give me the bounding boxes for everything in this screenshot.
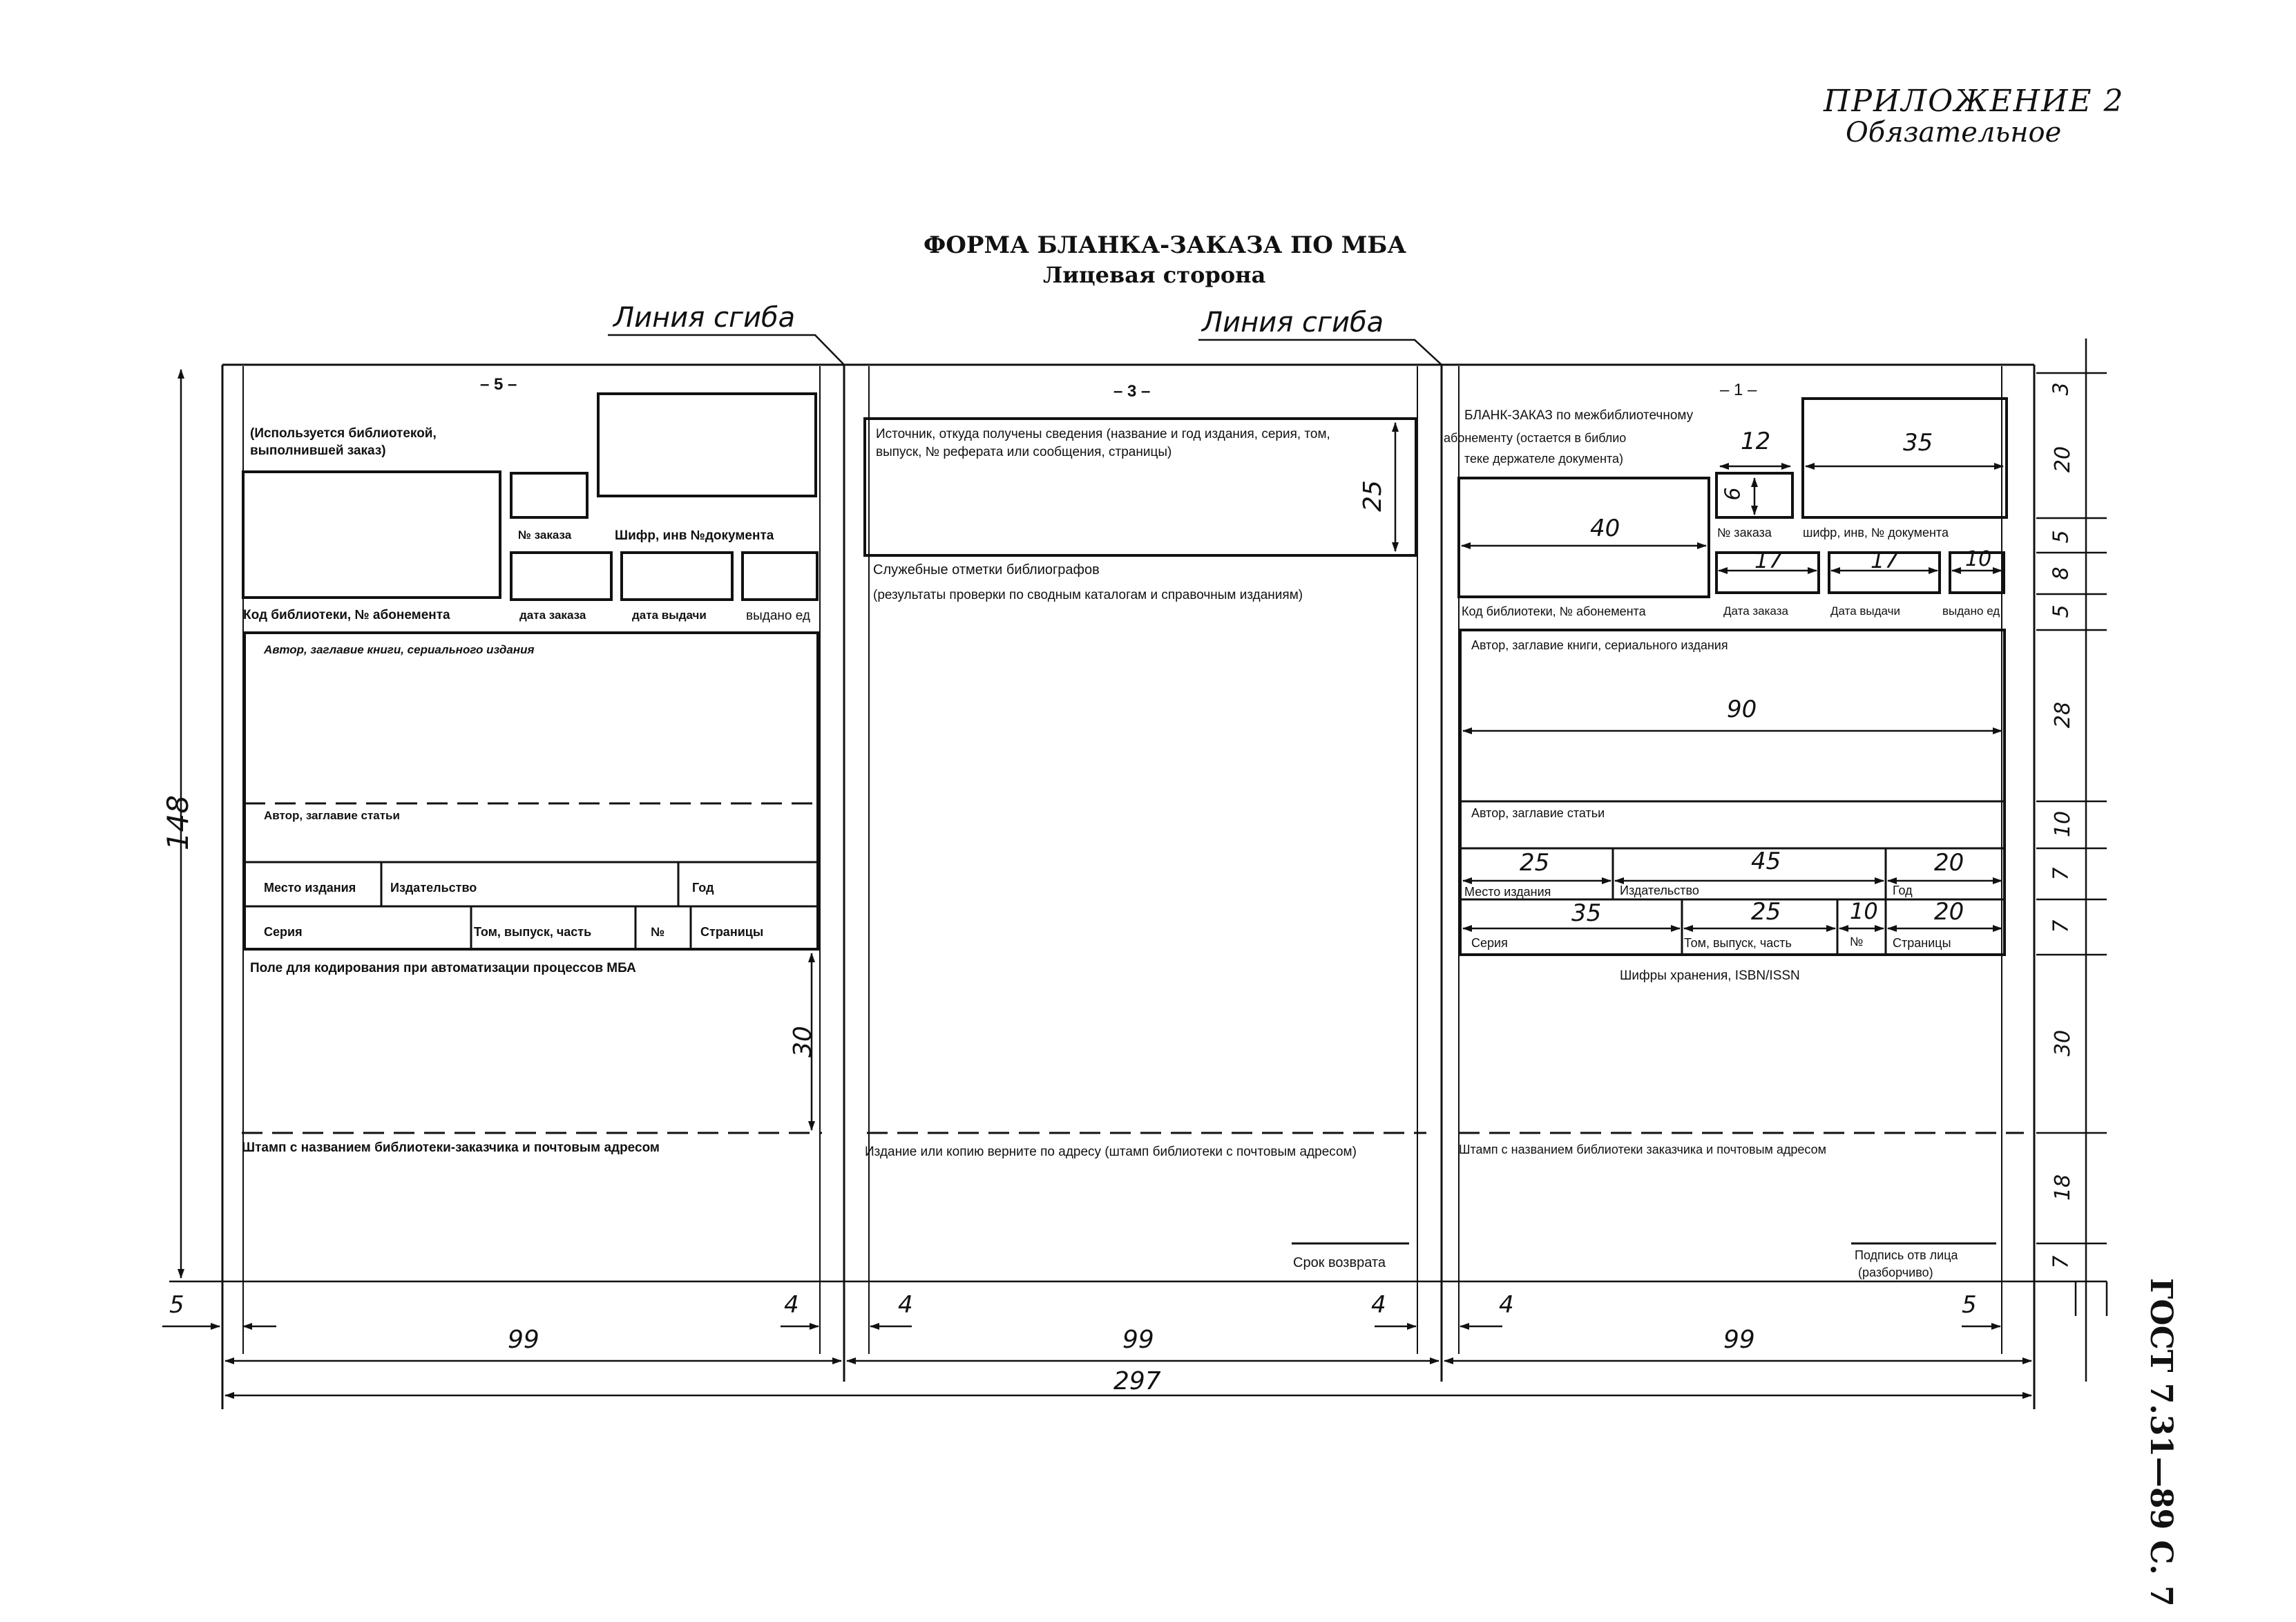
panel1-stamp: Штамп с названием библиотеки заказчика и почтовым адресом bbox=[1459, 1143, 1827, 1156]
panel5-place: Место издания bbox=[264, 881, 356, 895]
dim-12: 12 bbox=[1741, 428, 1771, 455]
panel1-order-form: БЛАНК-ЗАКАЗ по межбиблиотечному bbox=[1464, 408, 1694, 423]
dim-width-99-b: 99 bbox=[1122, 1326, 1154, 1354]
mandatory-label: Обязательное bbox=[1846, 117, 2062, 149]
panel1-pages: Страницы bbox=[1893, 936, 1951, 950]
dim-series-10: 10 bbox=[1850, 898, 1878, 924]
dim-height-148: 148 bbox=[161, 794, 195, 851]
dim-30-panel5: 30 bbox=[788, 1026, 817, 1058]
panel5-coding-field: Поле для кодирования при автоматизации процессов МБА bbox=[250, 961, 636, 975]
panel1-series: Серия bbox=[1471, 936, 1508, 950]
panel1-publisher: Издательство bbox=[1620, 884, 1699, 897]
panel1-library-code: Код библиотеки, № абонемента bbox=[1462, 604, 1646, 618]
dim-width-99-c: 99 bbox=[1723, 1326, 1755, 1354]
panel1-order-no: № заказа bbox=[1717, 526, 1772, 540]
panel3-page-number: – 3 – bbox=[1113, 382, 1151, 401]
dim-right-5a: 5 bbox=[2049, 530, 2074, 544]
dim-35-top: 35 bbox=[1903, 429, 1933, 457]
panel5-cipher: Шифр, инв №документа bbox=[615, 528, 774, 543]
panel1-year: Год bbox=[1893, 884, 1913, 897]
dim-bottom-5-right: 5 bbox=[1962, 1291, 1977, 1319]
dim-bottom-4-c: 4 bbox=[1371, 1291, 1386, 1319]
dim-right-28: 28 bbox=[2051, 701, 2076, 729]
panel3-return-to: Издание или копию верните по адресу (штамп библиотеки с почтовым адресом) bbox=[865, 1145, 1357, 1159]
dim-right-7a: 7 bbox=[2049, 867, 2074, 881]
panel3-check-results: (результаты проверки по сводным каталогам и справочным изданиям) bbox=[873, 588, 1303, 602]
dim-right-30: 30 bbox=[2051, 1029, 2076, 1057]
panel5-author-book: Автор, заглавие книги, сериального издания bbox=[264, 643, 535, 656]
dim-right-3: 3 bbox=[2049, 382, 2074, 396]
dim-right-5b: 5 bbox=[2049, 604, 2074, 618]
fold-line-label-left: Линия сгиба bbox=[613, 302, 796, 334]
panel1-signature: Подпись отв лица bbox=[1855, 1248, 1958, 1262]
dim-right-18: 18 bbox=[2051, 1174, 2076, 1201]
dim-row-20: 20 bbox=[1934, 849, 1964, 877]
dim-series-20: 20 bbox=[1934, 898, 1964, 926]
dim-width-99-a: 99 bbox=[508, 1326, 539, 1354]
dim-row-45: 45 bbox=[1751, 848, 1781, 875]
panel1-legible: (разборчиво) bbox=[1858, 1266, 1933, 1279]
dim-bottom-4-d: 4 bbox=[1499, 1291, 1514, 1319]
dim-90: 90 bbox=[1727, 696, 1757, 723]
panel1-storage-codes: Шифры хранения, ISBN/ISSN bbox=[1620, 969, 1800, 983]
gost-side-label: ГОСТ 7.31—89 С. 7 bbox=[2143, 1278, 2179, 1607]
dim-width-297: 297 bbox=[1113, 1367, 1161, 1395]
panel1-no: № bbox=[1850, 935, 1864, 948]
dim-bottom-5-left: 5 bbox=[169, 1291, 184, 1319]
panel1-author-article: Автор, заглавие статьи bbox=[1471, 806, 1605, 820]
panel1-page-number: – 1 – bbox=[1720, 381, 1757, 399]
panel1-cipher: шифр, инв, № документа bbox=[1803, 526, 1949, 540]
panel1-volume: Том, выпуск, часть bbox=[1684, 936, 1792, 950]
form-subtitle: Лицевая сторона bbox=[1043, 262, 1266, 288]
dim-series-35: 35 bbox=[1571, 899, 1602, 927]
panel5-used-by: (Используется библиотекой, выполнившей заказ) bbox=[250, 426, 437, 458]
dim-right-20: 20 bbox=[2051, 446, 2076, 473]
dim-40: 40 bbox=[1590, 515, 1620, 542]
dim-series-25: 25 bbox=[1751, 898, 1781, 926]
panel1-order-date: Дата заказа bbox=[1723, 604, 1788, 618]
dim-17b: 17 bbox=[1871, 547, 1899, 573]
dim-17a: 17 bbox=[1754, 547, 1783, 573]
form-title: ФОРМА БЛАНКА-ЗАКАЗА ПО МБА bbox=[924, 231, 1407, 259]
panel5-publisher: Издательство bbox=[390, 881, 477, 895]
panel5-pages: Страницы bbox=[700, 925, 764, 939]
panel3-source: Источник, откуда получены сведения (название и год издания, серия, том, выпуск, № реферата или сообщения, страницы) bbox=[876, 427, 1330, 459]
panel5-library-code: Код библиотеки, № абонемента bbox=[243, 608, 450, 622]
panel3-service-marks: Служебные отметки библиографов bbox=[873, 562, 1100, 578]
fold-line-label-right: Линия сгиба bbox=[1202, 307, 1384, 338]
panel5-author-article: Автор, заглавие статьи bbox=[264, 809, 400, 822]
appendix-label: ПРИЛОЖЕНИЕ 2 bbox=[1824, 84, 2125, 119]
dim-bottom-4-a: 4 bbox=[784, 1291, 799, 1319]
panel1-author-book: Автор, заглавие книги, сериального издания bbox=[1471, 638, 1728, 652]
dim-10: 10 bbox=[1965, 547, 1992, 571]
panel1-issued-ed: выдано ед bbox=[1942, 604, 2000, 618]
dim-row-25: 25 bbox=[1520, 849, 1550, 877]
dim-25-panel3: 25 bbox=[1358, 480, 1387, 512]
panel5-no: № bbox=[651, 925, 665, 939]
panel5-issue-date: дата выдачи bbox=[632, 609, 707, 622]
panel1-place: Место издания bbox=[1464, 885, 1551, 899]
panel1-subscription: абонементу (остается в библио bbox=[1444, 431, 1627, 445]
dim-6: 6 bbox=[1721, 487, 1745, 501]
dim-right-10: 10 bbox=[2051, 810, 2076, 838]
panel5-volume: Том, выпуск, часть bbox=[474, 925, 592, 939]
dim-bottom-4-b: 4 bbox=[898, 1291, 913, 1319]
panel1-issue-date: Дата выдачи bbox=[1830, 604, 1900, 618]
panel5-order-no: № заказа bbox=[518, 528, 572, 542]
dim-right-7b: 7 bbox=[2049, 919, 2074, 933]
panel5-series: Серия bbox=[264, 925, 303, 939]
panel5-issued-ed: выдано ед bbox=[746, 609, 810, 623]
panel1-holder: теке держателе документа) bbox=[1464, 452, 1624, 466]
panel5-page-number: – 5 – bbox=[480, 375, 517, 394]
panel5-year: Год bbox=[692, 881, 714, 895]
panel3-return-date: Срок возврата bbox=[1293, 1255, 1386, 1270]
panel5-order-date: дата заказа bbox=[519, 609, 586, 622]
dim-right-7c: 7 bbox=[2049, 1255, 2074, 1269]
dim-right-8: 8 bbox=[2049, 566, 2074, 580]
panel5-stamp: Штамп с названием библиотеки-заказчика и почтовым адресом bbox=[242, 1141, 660, 1155]
